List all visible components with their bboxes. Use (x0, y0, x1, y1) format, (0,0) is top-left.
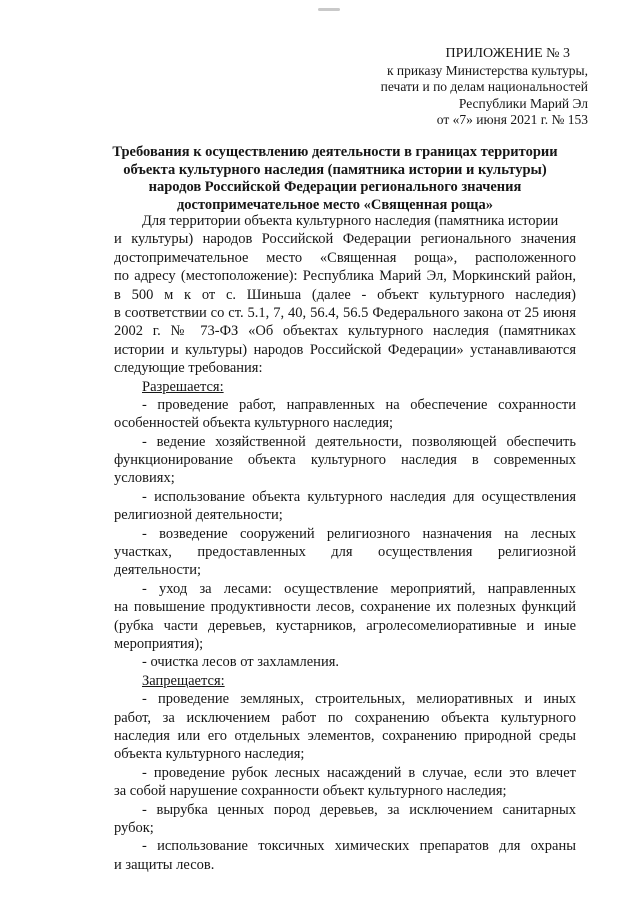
scan-artifact (318, 8, 340, 11)
document-body (114, 212, 576, 874)
document-heading (90, 144, 580, 214)
intro-line: достопримечательное место «Священная роща», расположенного (114, 249, 576, 266)
allowed-line: особенностей объекта культурного наследия; (114, 415, 394, 432)
prohibited-line: - проведение рубок лесных насаждений в случае, если это влечет (142, 764, 576, 781)
allowed-label: Разрешается: (142, 378, 224, 395)
intro-line: истории и культуры) народов Российской Федерации» устанавливаются (114, 341, 576, 358)
allowed-line: - ведение хозяйственной деятельности, позволяющей обеспечить (142, 433, 576, 450)
allowed-line: - использование объекта культурного наследия для осуществления (142, 488, 576, 505)
allowed-line: деятельности; (114, 562, 202, 579)
allowed-line: на повышение продуктивности лесов, сохранение их полезных функций (114, 599, 576, 616)
appendix-title: ПРИЛОЖЕНИЕ № 3 (445, 46, 570, 61)
intro-line: 2002 г. № 73-ФЗ «Об объектах культурного наследия (памятниках (114, 323, 576, 340)
allowed-label-row (114, 378, 576, 396)
prohibited-line: за собой нарушение сохранности объект культурного наследия; (114, 783, 507, 800)
allowed-line: - уход за лесами: осуществление мероприятий, направленных (142, 580, 576, 597)
intro-line: в соответствии со ст. 5.1, 7, 40, 56.4, 56.5 Федерального закона от 25 июня (114, 304, 576, 321)
allowed-line: (рубка части деревьев, кустарников, агролесомелиоративные и иные (114, 617, 576, 634)
prohibited-line: - проведение земляных, строительных, мелиоративных и иных (142, 691, 576, 708)
allowed-line: мероприятия); (114, 635, 204, 652)
allowed-line: функционирование объекта культурного наследия в современных (114, 452, 576, 469)
intro-line: в 500 м к от с. Шиньша (далее - объект культурного наследия) (114, 286, 576, 303)
heading-line: объекта культурного наследия (памятника истории и культуры) (123, 161, 547, 178)
prohibited-line: - использование токсичных химических препаратов для охраны (142, 838, 576, 855)
heading-line: народов Российской Федерации регионального значения (148, 179, 522, 196)
prohibited-label: Запрещается: (142, 672, 225, 689)
allowed-line: условиях; (114, 470, 175, 487)
appendix-line: Республики Марий Эл (458, 95, 588, 111)
appendix-line: печати и по делам национальностей (380, 79, 588, 94)
appendix-line: к приказу Министерства культуры, (387, 62, 588, 78)
prohibited-line: рубок; (114, 819, 154, 836)
prohibited-line: работ, за исключением работ по сохранению объекта культурного (114, 709, 576, 726)
appendix-line: от «7» июня 2021 г. № 153 (436, 112, 588, 127)
appendix-block (381, 46, 588, 129)
prohibited-label-row (114, 672, 576, 690)
prohibited-line: наследия или его отдельных элементов, сохранению природной среды (114, 727, 576, 744)
intro-line: следующие требования: (114, 360, 263, 377)
prohibited-line: объекта культурного наследия; (114, 746, 305, 763)
allowed-line: - очистка лесов от захламления. (142, 654, 339, 671)
heading-line: достопримечательное место «Священная роща» (176, 196, 494, 213)
intro-line: Для территории объекта культурного наследия (памятника истории (142, 213, 559, 229)
prohibited-line: и защиты лесов. (114, 856, 215, 873)
intro-line: и культуры) народов Российской Федерации регионального значения (114, 231, 576, 248)
allowed-line: участках, предоставленных для осуществления религиозной (114, 544, 576, 561)
prohibited-line: - вырубка ценных пород деревьев, за исключением санитарных (142, 801, 576, 818)
heading-line: Требования к осуществлению деятельности в границах территории (112, 144, 558, 160)
allowed-line: - проведение работ, направленных на обеспечение сохранности (142, 396, 576, 413)
allowed-line: - возведение сооружений религиозного назначения на лесных (142, 525, 576, 542)
intro-line: по адресу (местоположение): Республика Марий Эл, Моркинский район, (114, 268, 576, 285)
allowed-line: религиозной деятельности; (114, 507, 283, 524)
